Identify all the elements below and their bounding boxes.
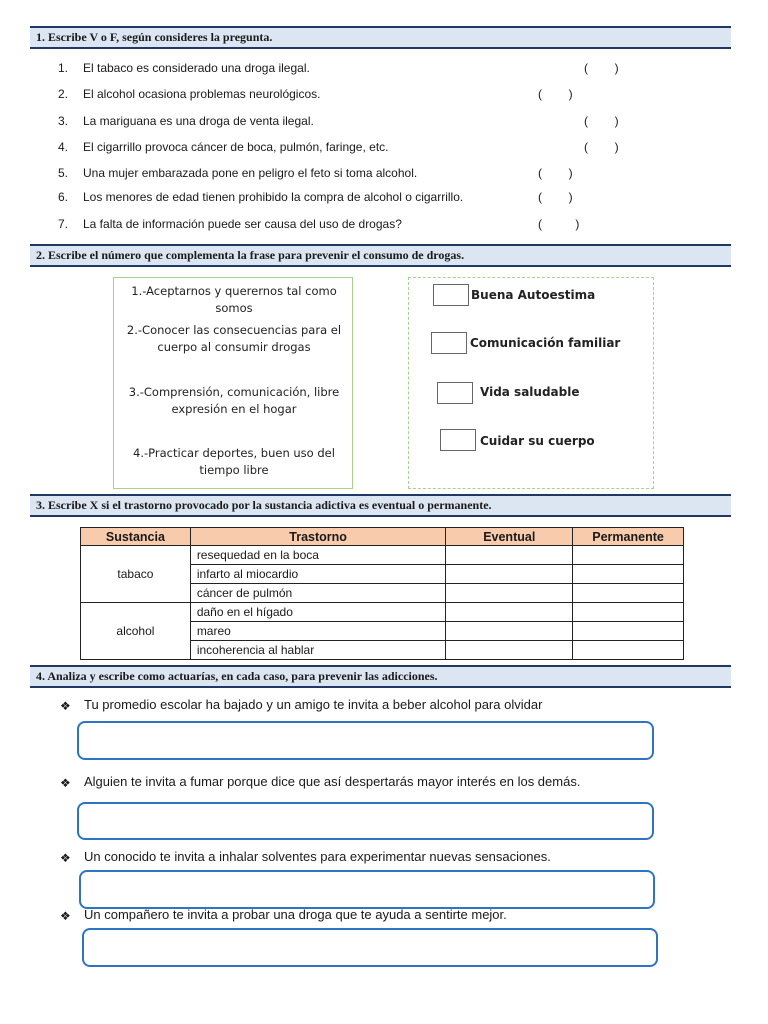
permanent-cell[interactable]: [573, 565, 684, 584]
disorders-table: [80, 527, 684, 660]
number-answer-box[interactable]: [440, 429, 476, 451]
phrase-item: [114, 283, 354, 317]
phrase-line: 2.-Conocer las consecuencias para el: [126, 323, 342, 337]
question-number: 6.: [58, 190, 69, 204]
answer-blank[interactable]: ( ): [538, 217, 580, 231]
answer-blank[interactable]: ( ): [538, 87, 573, 101]
eventual-cell[interactable]: [446, 565, 573, 584]
permanent-cell[interactable]: [573, 622, 684, 641]
answer-blank[interactable]: ( ): [538, 166, 573, 180]
case-text: Alguien te invita a fumar porque dice que así despertarás mayor interés en los demás.: [84, 774, 581, 789]
permanent-cell[interactable]: [573, 641, 684, 660]
phrase-line: somos: [215, 301, 253, 315]
answer-blank[interactable]: ( ): [584, 61, 619, 75]
column-header: Eventual: [446, 528, 573, 546]
question-number: 1.: [58, 61, 69, 75]
option-label: Vida saludable: [480, 385, 580, 399]
question-text: El cigarrillo provoca cáncer de boca, pulmón, faringe, etc.: [83, 140, 389, 154]
question-number: 7.: [58, 217, 69, 231]
case-text: Un conocido te invita a inhalar solventes para experimentar nuevas sensaciones.: [84, 849, 551, 864]
option-label: Comunicación familiar: [470, 336, 621, 350]
permanent-cell[interactable]: [573, 603, 684, 622]
answer-box[interactable]: [79, 870, 655, 909]
disorder-cell: mareo: [190, 622, 446, 641]
answer-box[interactable]: [77, 721, 654, 760]
answer-blank[interactable]: ( ): [584, 114, 619, 128]
option-label: Cuidar su cuerpo: [480, 434, 595, 448]
column-header: Sustancia: [81, 528, 191, 546]
phrase-line: cuerpo al consumir drogas: [157, 340, 311, 354]
question-number: 5.: [58, 166, 69, 180]
option-label: Buena Autoestima: [471, 288, 596, 302]
table-header-row: [81, 528, 684, 546]
permanent-cell[interactable]: [573, 584, 684, 603]
eventual-cell[interactable]: [446, 584, 573, 603]
diamond-bullet-icon: ❖: [60, 699, 71, 713]
phrase-line: 1.-Aceptarnos y querernos tal como: [131, 284, 337, 298]
diamond-bullet-icon: ❖: [60, 909, 71, 923]
phrase-item: [114, 322, 354, 356]
options-box: [408, 277, 654, 489]
eventual-cell[interactable]: [446, 622, 573, 641]
column-header: Permanente: [573, 528, 684, 546]
question-text: Una mujer embarazada pone en peligro el feto si toma alcohol.: [83, 166, 418, 180]
phrase-line: tiempo libre: [199, 463, 269, 477]
section-2-header: 2. Escribe el número que complementa la frase para prevenir el consumo de drogas.: [30, 244, 731, 267]
question-number: 3.: [58, 114, 69, 128]
phrases-box: [113, 277, 353, 489]
eventual-cell[interactable]: [446, 546, 573, 565]
phrase-item: [114, 384, 354, 418]
disorder-cell: cáncer de pulmón: [190, 584, 446, 603]
substance-cell: tabaco: [81, 546, 191, 603]
disorder-cell: infarto al miocardio: [190, 565, 446, 584]
table-row: [81, 546, 684, 565]
diamond-bullet-icon: ❖: [60, 776, 71, 790]
disorder-cell: incoherencia al hablar: [190, 641, 446, 660]
answer-blank[interactable]: ( ): [538, 190, 573, 204]
case-text: Un compañero te invita a probar una droga que te ayuda a sentirte mejor.: [84, 907, 507, 922]
question-number: 4.: [58, 140, 69, 154]
table-row: [81, 603, 684, 622]
eventual-cell[interactable]: [446, 603, 573, 622]
number-answer-box[interactable]: [431, 332, 467, 354]
answer-box[interactable]: [77, 802, 654, 840]
phrase-item: [114, 445, 354, 479]
permanent-cell[interactable]: [573, 546, 684, 565]
column-header: Trastorno: [190, 528, 446, 546]
phrase-line: expresión en el hogar: [171, 402, 297, 416]
question-text: El alcohol ocasiona problemas neurológicos.: [83, 87, 321, 101]
eventual-cell[interactable]: [446, 641, 573, 660]
question-text: El tabaco es considerado una droga ilegal.: [83, 61, 310, 75]
phrase-line: 3.-Comprensión, comunicación, libre: [128, 385, 340, 399]
substance-cell: alcohol: [81, 603, 191, 660]
diamond-bullet-icon: ❖: [60, 851, 71, 865]
case-text: Tu promedio escolar ha bajado y un amigo te invita a beber alcohol para olvidar: [84, 697, 543, 712]
section-1-header: 1. Escribe V o F, según consideres la pregunta.: [30, 26, 731, 49]
question-number: 2.: [58, 87, 69, 101]
disorder-cell: daño en el hígado: [190, 603, 446, 622]
question-text: Los menores de edad tienen prohibido la compra de alcohol o cigarrillo.: [83, 190, 464, 204]
answer-blank[interactable]: ( ): [584, 140, 619, 154]
question-text: La mariguana es una droga de venta ilegal.: [83, 114, 314, 128]
answer-box[interactable]: [82, 928, 658, 967]
question-text: La falta de información puede ser causa del uso de drogas?: [83, 217, 402, 231]
phrase-line: 4.-Practicar deportes, buen uso del: [133, 446, 335, 460]
section-3-header: 3. Escribe X si el trastorno provocado por la sustancia adictiva es eventual o permanente.: [30, 494, 731, 517]
section-4-header: 4. Analiza y escribe como actuarías, en cada caso, para prevenir las adicciones.: [30, 665, 731, 688]
disorder-cell: resequedad en la boca: [190, 546, 446, 565]
number-answer-box[interactable]: [437, 382, 473, 404]
number-answer-box[interactable]: [433, 284, 469, 306]
